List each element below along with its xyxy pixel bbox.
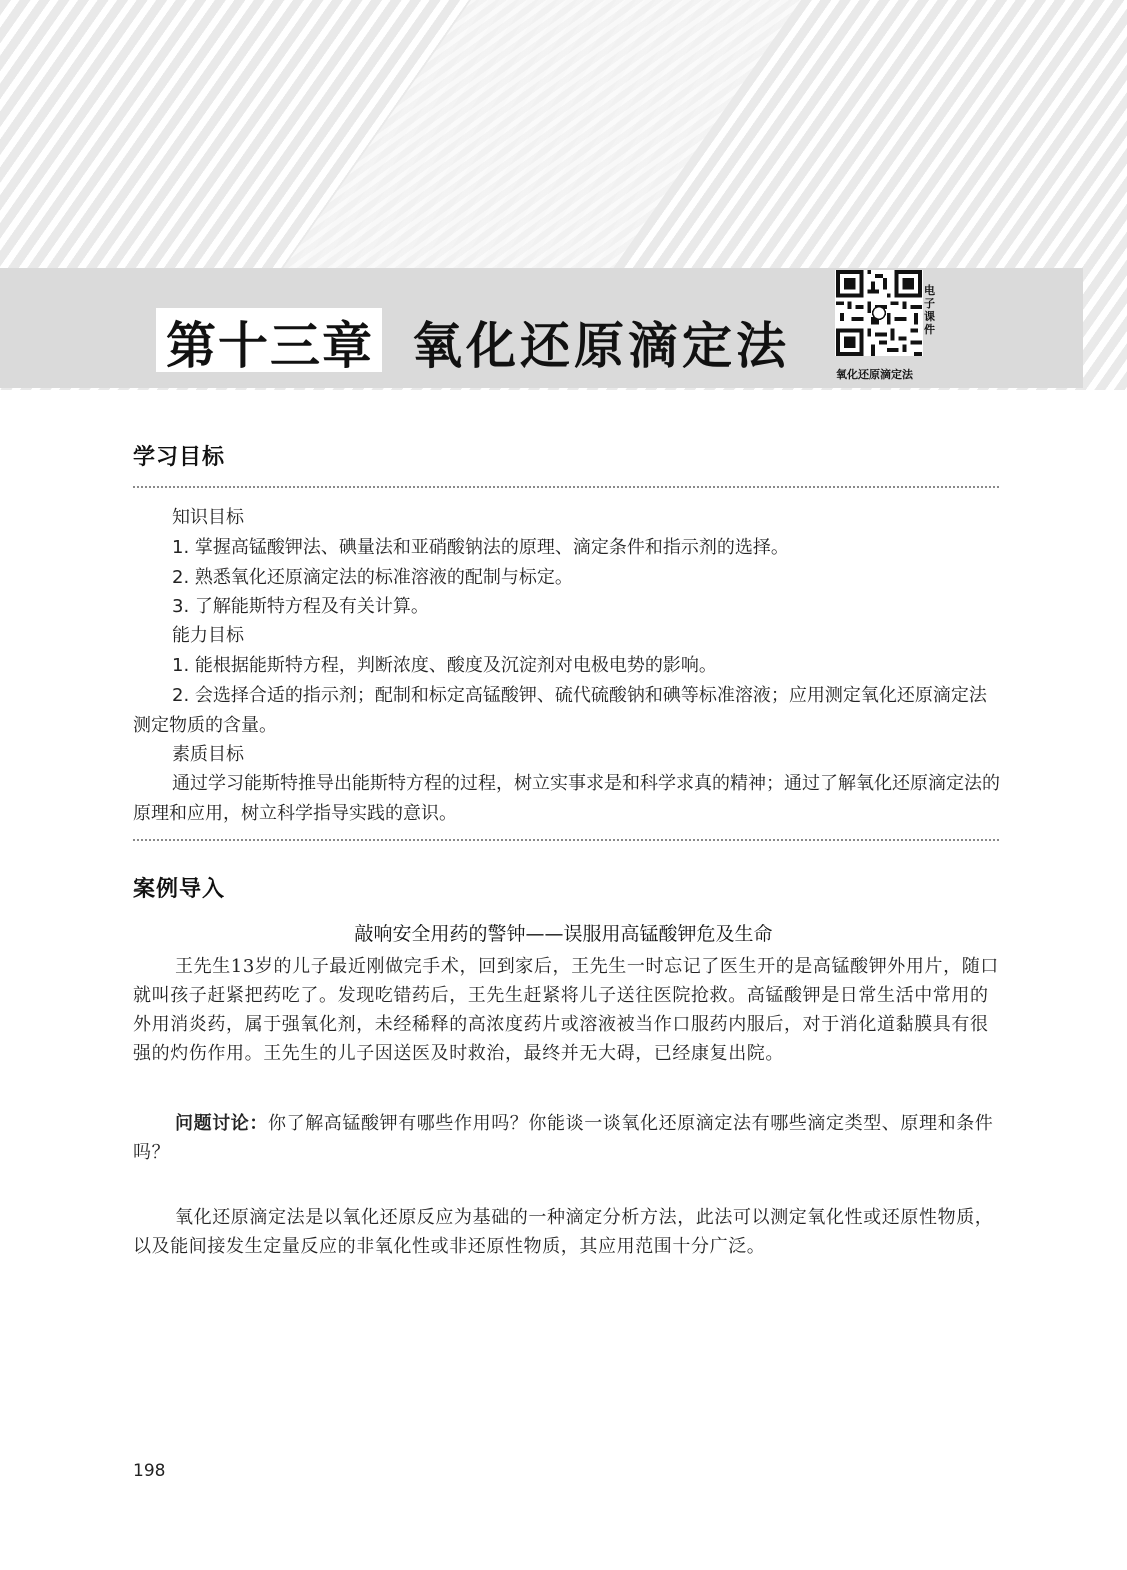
case-heading: 案例导入 [133,877,226,902]
knowledge-title: 知识目标 [172,507,244,528]
qr-side-label [924,284,938,336]
knowledge-item: 3. 了解能斯特方程及有关计算。 [172,596,429,617]
intro-paragraph: 氧化还原滴定法是以氧化还原反应为基础的一种滴定分析方法，此法可以测定氧化性或还原性物质，以及能间接发生定量反应的非氧化性或非还原性物质，其应用范围十分广泛。 [133,1207,994,1257]
objectives-heading: 学习目标 [133,445,226,470]
qr-side-char: 课 [924,310,935,323]
ability-item: 2. 会选择合适的指示剂；配制和标定高锰酸钾、硫代硫酸钠和碘等标准溶液；应用测定氧化还原滴定法测定物质的含量。 [133,685,987,736]
case-title: 敲响安全用药的警钟——误服用高锰酸钾危及生命 [354,923,773,945]
question-text: 你了解高锰酸钾有哪些作用吗？你能谈一谈氧化还原滴定法有哪些滴定类型、原理和条件吗？ [133,1113,994,1163]
case-question [133,1109,1001,1167]
page-number: 198 [133,1461,166,1481]
question-label: 问题讨论： [175,1113,268,1134]
qr-caption: 氧化还原滴定法 [836,368,913,381]
divider-top [133,486,999,488]
ability-title: 能力目标 [172,625,244,646]
knowledge-item: 1. 掌握高锰酸钾法、碘量法和亚硝酸钠法的原理、滴定条件和指示剂的选择。 [172,537,789,558]
qr-side-char: 子 [924,297,935,310]
chapter-number: 第十三章 [166,317,374,375]
qr-side-char: 件 [924,323,935,336]
qr-code-icon[interactable] [835,270,923,356]
qr-side-char: 电 [924,284,935,297]
case-story: 王先生13岁的儿子最近刚做完手术，回到家后，王先生一时忘记了医生开的是高锰酸钾外用片，随口就叫孩子赶紧把药吃了。发现吃错药后，王先生赶紧将儿子送往医院抢救。高锰酸钾是日常生活中常用的外用消炎药，属于强氧化剂，未经稀释的高浓度药片或溶液被当作口服药内服后，对于消化道黏膜具有很强的灼伤作用。王先生的儿子因送医及时救治，最终并无大碍，已经康复出院。 [133,956,999,1064]
chapter-title: 氧化还原滴定法 [412,317,790,375]
quality-text: 通过学习能斯特推导出能斯特方程的过程，树立实事求是和科学求真的精神；通过了解氧化还原滴定法的原理和应用，树立科学指导实践的意识。 [133,773,1000,824]
divider-bottom [133,839,999,841]
knowledge-item: 2. 熟悉氧化还原滴定法的标准溶液的配制与标定。 [172,567,573,588]
quality-title: 素质目标 [172,744,244,765]
ability-item: 1. 能根据能斯特方程，判断浓度、酸度及沉淀剂对电极电势的影响。 [172,655,717,676]
